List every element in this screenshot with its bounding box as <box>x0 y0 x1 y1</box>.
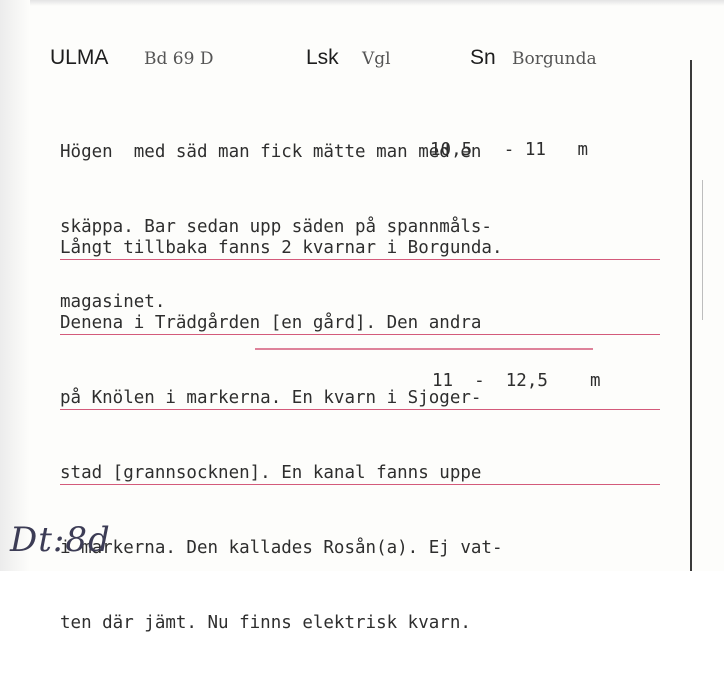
paragraph-2-measure: 11 - 12,5 m <box>432 371 601 391</box>
sn-value: Borgunda <box>512 49 597 69</box>
paragraph-2-line: Denena i Trädgården [en gård]. Den andra <box>60 311 660 336</box>
paragraph-1-measure: 10,5 - 11 m <box>430 140 589 160</box>
paragraph-1-line: magasinet. <box>60 292 166 312</box>
card-right-edge <box>690 60 692 571</box>
sn-label: Sn <box>470 46 496 69</box>
paragraph-1-line: skäppa. Bar sedan upp säden på spannmåls- <box>60 217 492 237</box>
ulma-label: ULMA <box>50 46 109 69</box>
paragraph-2-line: på Knölen i markerna. En kvarn i Sjoger- <box>60 386 660 411</box>
lsk-value: Vgl <box>362 49 391 69</box>
card-top-edge <box>0 0 724 6</box>
paragraph-2-line: i markerna. Den kallades Rosån(a). Ej vat- <box>60 538 503 558</box>
underline-mark <box>255 347 595 351</box>
card-left-edge <box>0 0 30 571</box>
card-right-crease <box>702 180 703 320</box>
ulma-value: Bd 69 D <box>144 49 214 69</box>
paragraph-2 <box>60 186 660 686</box>
paragraph-2-line: Långt tillbaka fanns 2 kvarnar i Borgunda. <box>60 236 660 261</box>
card-header <box>0 46 724 76</box>
paragraph-2-line: stad [grannsocknen]. En kanal fanns uppe <box>60 461 660 486</box>
lsk-label: Lsk <box>306 46 339 69</box>
paragraph-2-line: ten där jämt. Nu finns elektrisk kvarn. <box>60 613 471 633</box>
paragraph-1-line: Högen med säd man fick mätte man med en <box>60 142 482 162</box>
handwritten-signature: Dt:8d <box>10 520 111 560</box>
